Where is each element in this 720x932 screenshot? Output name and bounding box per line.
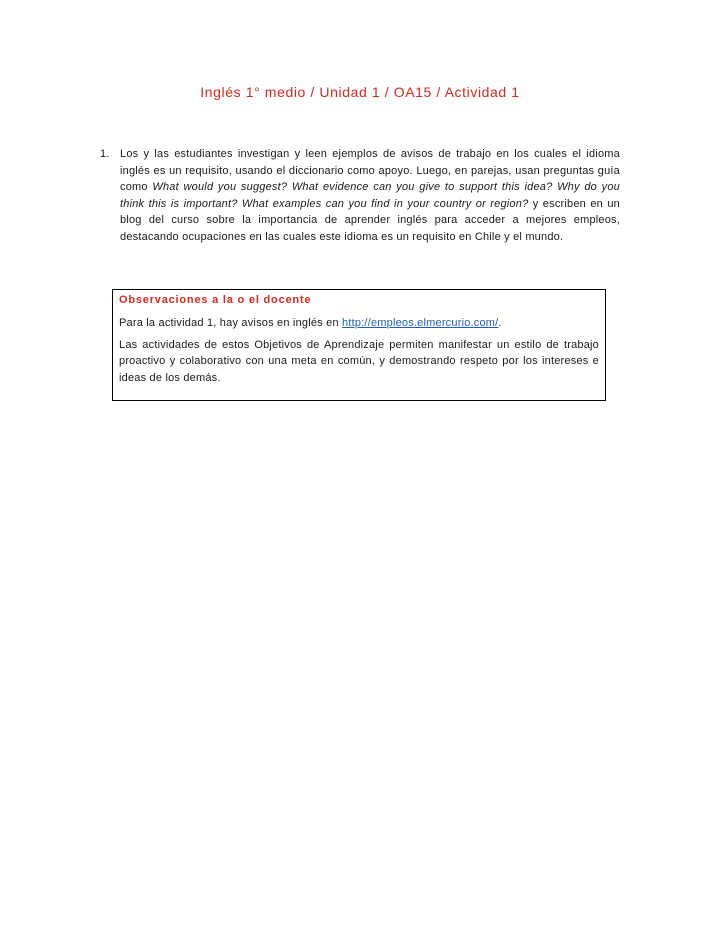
notes-intro-text: Para la actividad 1, hay avisos en inglés en (119, 317, 343, 329)
activity-number: 1. (100, 148, 110, 160)
teacher-notes-paragraph-1 (119, 315, 599, 332)
page-title: Inglés 1° medio / Unidad 1 / OA15 / Actividad 1 (200, 84, 520, 100)
activity-item (100, 146, 620, 245)
employment-site-link[interactable]: http://empleos.elmercurio.com/ (342, 317, 499, 329)
activity-list (100, 146, 620, 245)
activity-text-intro: Los y las estudiantes investigan y leen ejemplos de avisos de trabajo en los cuales el idioma inglés es un requisito, usando el diccionario como apoyo. Luego, en parejas, usan preguntas guía como (120, 148, 620, 193)
activity-text-end: y escriben en un blog del curso sobre la importancia de aprender inglés para acceder a mejores empleos, destacando ocupaciones en las cuales este idioma es un requisito en Chile y el mundo. (120, 197, 620, 243)
teacher-notes-paragraph-2: Las actividades de estos Objetivos de Aprendizaje permiten manifestar un estilo de trabajo proactivo y colaborativo con una meta en común, y demostrando respeto por los intereses e ideas de los demás. (119, 338, 599, 384)
teacher-notes-box (112, 289, 606, 401)
teacher-notes-title: Observaciones a la o el docente (119, 294, 312, 306)
notes-link-suffix: . (498, 317, 502, 329)
guiding-questions: What would you suggest? What evidence can you give to support this idea? Why do you think this is important? What examples can you find in your country or region? (120, 181, 620, 210)
